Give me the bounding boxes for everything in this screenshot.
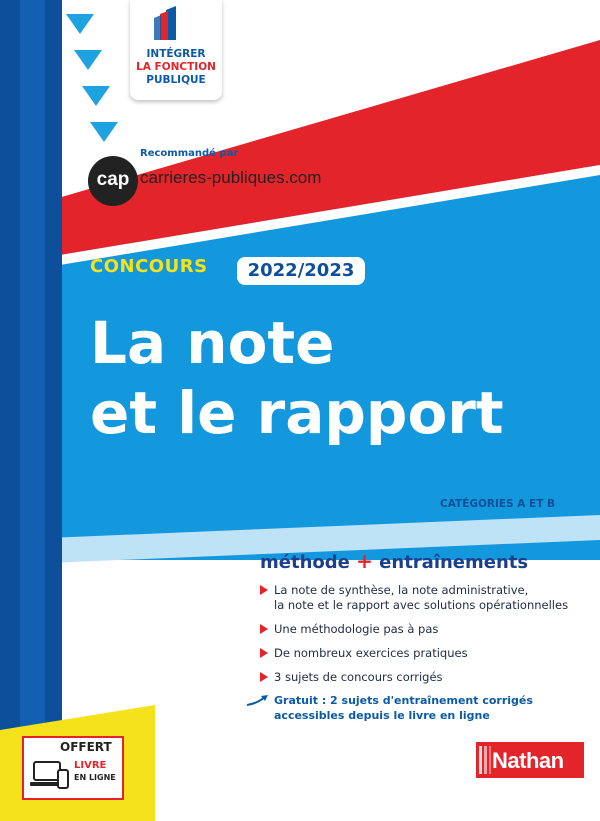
cap-logo-icon: cap	[88, 156, 138, 206]
laptop-icon	[30, 758, 70, 792]
triangle-marker-icon	[74, 50, 102, 70]
list-item-text: 3 sujets de concours corrigés	[274, 670, 443, 684]
publisher-logo	[476, 742, 584, 778]
phone-icon	[58, 770, 68, 788]
bonus-text: Gratuit : 2 sujets d'entraînement corrigés accessibles depuis le livre en ligne	[274, 694, 533, 722]
recommended-label: Recommandé par	[140, 148, 239, 159]
years-badge: 2022/2023	[237, 257, 365, 285]
collection-line-3: PUBLIQUE	[146, 74, 206, 86]
triangle-marker-icon	[90, 122, 118, 142]
online-book-badge	[22, 736, 124, 800]
triangle-marker-icon	[82, 86, 110, 106]
list-item	[260, 583, 590, 613]
arrow-right-icon	[260, 672, 268, 682]
collection-line-2: LA FONCTION	[136, 61, 216, 73]
method-part-2: entraînements	[379, 552, 529, 573]
list-item	[260, 646, 590, 661]
features-list	[260, 583, 590, 694]
arrow-right-icon	[260, 624, 268, 634]
collection-logo-icon	[130, 0, 222, 46]
title-line-2: et le rapport	[90, 379, 504, 447]
method-part-1: méthode	[260, 552, 350, 573]
collection-line-1: INTÉGRER	[146, 48, 206, 60]
left-band-highlight	[20, 0, 45, 821]
book-title	[90, 308, 504, 448]
offer-title: OFFERT	[60, 740, 112, 754]
categories-label: CATÉGORIES A ET B	[440, 498, 556, 510]
list-item	[260, 622, 590, 637]
publisher-name: Nathan	[492, 748, 564, 773]
collection-name	[130, 48, 222, 87]
list-item-text: De nombreux exercices pratiques	[274, 646, 468, 660]
offer-details	[74, 760, 118, 784]
offer-line-1: LIVRE	[74, 760, 107, 771]
plus-sign: +	[356, 549, 373, 573]
partner-site: carrieres-publiques.com	[140, 168, 322, 187]
list-item-text: La note de synthèse, la note administrative, la note et le rapport avec solutions opérationnelles	[274, 583, 569, 612]
bonus-note	[266, 693, 594, 723]
triangle-marker-icon	[66, 14, 94, 34]
title-line-1: La note	[90, 309, 335, 377]
arrow-right-icon	[260, 648, 268, 658]
method-heading	[260, 549, 528, 573]
arrow-right-icon	[260, 585, 268, 595]
list-item-text: Une méthodologie pas à pas	[274, 622, 439, 636]
offer-line-2: EN LIGNE	[74, 773, 116, 782]
list-item	[260, 670, 590, 685]
series-label: CONCOURS	[90, 256, 208, 277]
